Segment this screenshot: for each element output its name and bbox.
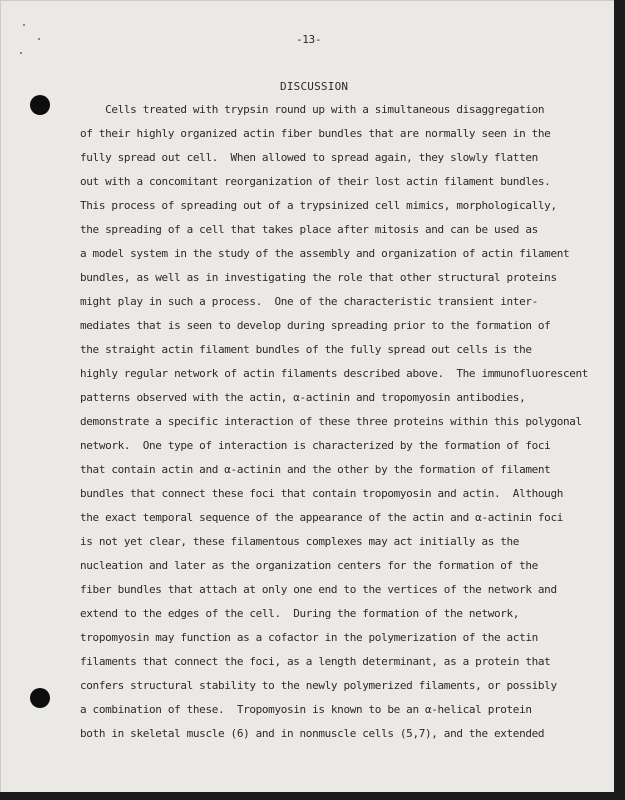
text-line: that contain actin and α-actinin and the other by the formation of filament	[80, 463, 551, 476]
binder-hole-bottom	[30, 688, 50, 708]
text-line: extend to the edges of the cell. During the formation of the network,	[80, 607, 520, 620]
text-line: of their highly organized actin fiber bundles that are normally seen in the	[80, 127, 551, 140]
text-line: This process of spreading out of a trypsinized cell mimics, morphologically,	[80, 199, 557, 212]
section-heading: DISCUSSION	[280, 80, 349, 93]
text-line: nucleation and later as the organization centers for the formation of the	[80, 559, 538, 572]
text-line: patterns observed with the actin, α-actinin and tropomyosin antibodies,	[80, 391, 526, 404]
paper-speck	[23, 24, 25, 26]
text-line: filaments that connect the foci, as a length determinant, as a protein that	[80, 655, 551, 668]
text-line: the straight actin filament bundles of the fully spread out cells is the	[80, 343, 532, 356]
text-line: fiber bundles that attach at only one end to the vertices of the network and	[80, 583, 557, 596]
text-line: the spreading of a cell that takes place after mitosis and can be used as	[80, 223, 538, 236]
text-line: fully spread out cell. When allowed to spread again, they slowly flatten	[80, 151, 538, 164]
paper-speck	[20, 52, 22, 54]
paper-speck	[38, 38, 40, 40]
text-line: both in skeletal muscle (6) and in nonmuscle cells (5,7), and the extended	[80, 727, 545, 740]
binder-hole-top	[30, 95, 50, 115]
text-line: mediates that is seen to develop during spreading prior to the formation of	[80, 319, 551, 332]
text-line: demonstrate a specific interaction of these three proteins within this polygonal	[80, 415, 582, 428]
text-line: bundles, as well as in investigating the role that other structural proteins	[80, 271, 557, 284]
text-line: a combination of these. Tropomyosin is known to be an α-helical protein	[80, 703, 532, 716]
text-line: confers structural stability to the newly polymerized filaments, or possibly	[80, 679, 557, 692]
text-line: bundles that connect these foci that contain tropomyosin and actin. Although	[80, 487, 563, 500]
page-number: -13-	[296, 33, 322, 46]
text-line: network. One type of interaction is characterized by the formation of foci	[80, 439, 551, 452]
text-line: might play in such a process. One of the characteristic transient inter-	[80, 295, 538, 308]
text-line: out with a concomitant reorganization of their lost actin filament bundles.	[80, 175, 551, 188]
text-line: tropomyosin may function as a cofactor in the polymerization of the actin	[80, 631, 538, 644]
text-line: the exact temporal sequence of the appearance of the actin and α-actinin foci	[80, 511, 563, 524]
text-line: highly regular network of actin filaments described above. The immunofluorescent	[80, 367, 589, 380]
text-line: is not yet clear, these filamentous complexes may act initially as the	[80, 535, 520, 548]
text-line: a model system in the study of the assembly and organization of actin filament	[80, 247, 570, 260]
text-line: Cells treated with trypsin round up with a simultaneous disaggregation	[80, 103, 545, 116]
